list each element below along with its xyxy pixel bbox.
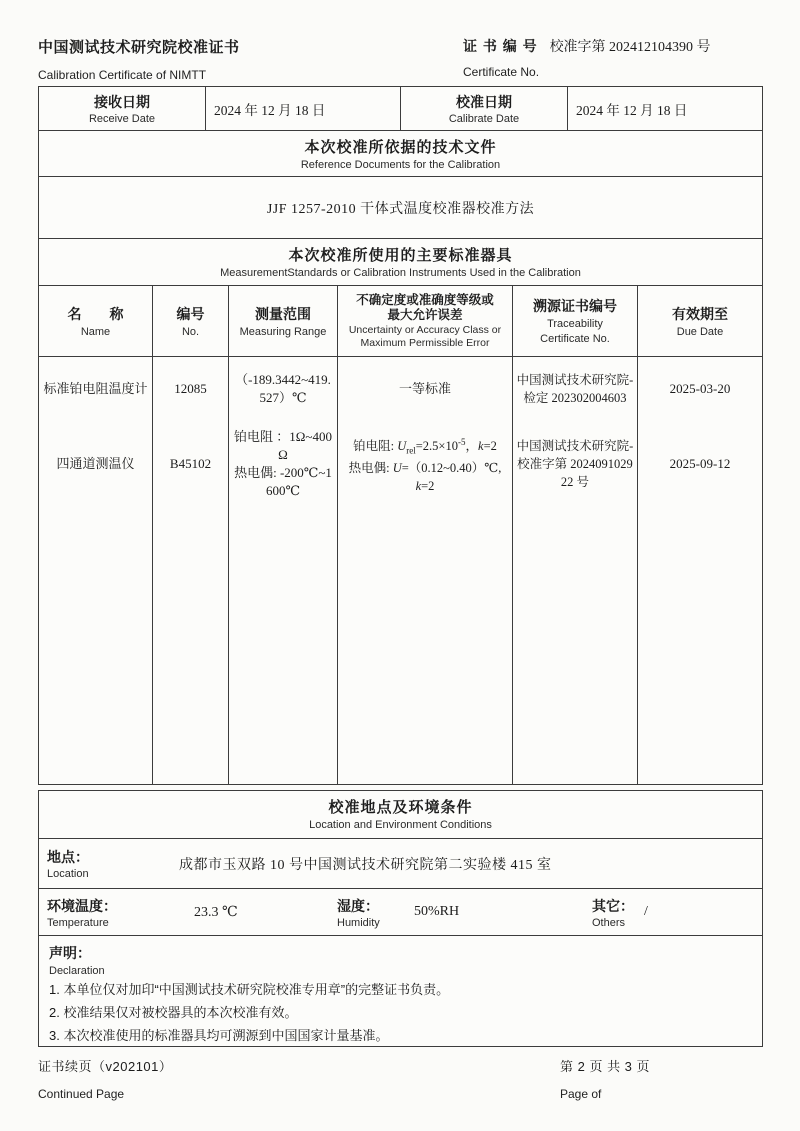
unc1-sub: rel <box>406 445 416 456</box>
row2-name-cell <box>39 421 152 507</box>
declaration-label-en: Declaration <box>49 965 105 977</box>
footer-left <box>38 1056 172 1101</box>
location-box <box>38 790 763 1047</box>
body-col-due <box>638 357 762 784</box>
dates-row <box>39 87 762 131</box>
body-col-uncertainty <box>338 357 513 784</box>
receive-date-label-cell <box>39 87 206 130</box>
row1-no-cell <box>153 357 228 421</box>
page-title-en: Calibration Certificate of NIMTT <box>38 68 207 82</box>
temperature-value: 23.3 ℃ <box>194 904 238 920</box>
standards-table-header <box>39 286 762 357</box>
page-number-cn: 第 2 页 共 3 页 <box>560 1059 651 1074</box>
others-label: 其它： <box>592 897 634 914</box>
row2-no: B45102 <box>169 456 212 471</box>
body-col-name <box>39 357 153 784</box>
col-due-en: Due Date <box>676 325 724 338</box>
declaration-section <box>39 936 762 1046</box>
page-title: 中国测试技术研究院校准证书 <box>38 39 240 56</box>
body-col-range <box>229 357 338 784</box>
continued-page-en: Continued Page <box>38 1087 125 1101</box>
unc2-pre: 热电偶: <box>348 461 393 476</box>
row2-traceability: 中国测试技术研究院-校准字第 202409102922 号 <box>516 439 634 489</box>
location-section-header <box>39 791 762 839</box>
unc1-pre: 铂电阻: <box>353 438 398 453</box>
calibrate-date-label: 校准日期 <box>456 94 512 110</box>
unc3-keq: =2 <box>421 479 435 494</box>
place-label-en: Location <box>47 868 89 880</box>
col-no-cn: 编号 <box>176 305 205 322</box>
row1-traceability: 中国测试技术研究院-检定 202302004603 <box>516 373 634 405</box>
row2-due-cell <box>638 421 762 507</box>
calibrate-date-label-en: Calibrate Date <box>448 113 520 125</box>
col-name-cn: 名 称 <box>67 305 124 322</box>
row2-uncertainty-line1 <box>353 433 497 460</box>
col-trace-en1: Traceability <box>547 318 603 330</box>
col-header-traceability <box>513 286 638 356</box>
col-header-name <box>39 286 153 356</box>
place-value: 成都市玉双路 10 号中国测试技术研究院第二实验楼 415 室 <box>179 857 552 873</box>
unc1-comma: ， <box>465 438 478 453</box>
row2-uncertainty-cell <box>338 421 512 507</box>
col-header-range <box>229 286 338 356</box>
temperature-label-block <box>39 896 194 929</box>
body-col-no <box>153 357 229 784</box>
place-row <box>39 839 762 889</box>
humidity-label-en: Humidity <box>337 916 380 929</box>
col-unc-cn2: 最大允许误差 <box>387 307 463 322</box>
col-header-no <box>153 286 229 356</box>
temperature-label: 环境温度： <box>47 897 117 914</box>
receive-date-label: 接收日期 <box>94 94 150 110</box>
row1-no: 12085 <box>174 381 207 396</box>
row1-uncertainty-cell <box>338 357 512 421</box>
unc1-var: U <box>397 438 407 453</box>
standards-title-en: MeasurementStandards or Calibration Instruments Used in the Calibration <box>220 267 581 279</box>
humidity-value: 50%RH <box>414 904 460 919</box>
col-name-en: Name <box>80 325 111 338</box>
calibrate-date-value-cell <box>568 87 762 130</box>
receive-date-value-cell <box>206 87 401 130</box>
declaration-item-3: 3. 本次校准使用的标准器具均可溯源到中国国家计量基准。 <box>49 1028 389 1043</box>
row1-range-cell <box>229 357 337 421</box>
others-label-block <box>584 896 644 929</box>
declaration-item-1: 1. 本单位仅对加印“中国测试技术研究院校准专用章”的完整证书负责。 <box>49 982 450 997</box>
place-label: 地点： <box>47 849 89 865</box>
standards-section-header <box>39 239 762 286</box>
receive-date-label-en: Receive Date <box>88 113 156 125</box>
row1-range: （-189.3442~419.527）℃ <box>235 372 331 405</box>
certificate-no-value: 校准字第 202412104390 号 <box>549 40 711 55</box>
reference-document: JJF 1257-2010 干体式温度校准器校准方法 <box>266 201 535 217</box>
row2-uncertainty-line2 <box>349 459 502 477</box>
col-header-uncertainty <box>338 286 513 356</box>
col-due-cn: 有效期至 <box>672 305 728 322</box>
declaration-label: 声明： <box>49 945 91 961</box>
row2-range-line2: 热电偶: -200℃~1600℃ <box>234 465 332 498</box>
row2-traceability-cell <box>513 421 637 507</box>
col-trace-cn: 溯源证书编号 <box>533 298 617 314</box>
certificate-no-label: 证 书 编 号 <box>463 38 538 54</box>
col-unc-en1: Uncertainty or Accuracy Class or <box>348 323 502 336</box>
humidity-label-block <box>329 896 414 929</box>
row2-uncertainty-line3 <box>416 477 435 495</box>
row1-due: 2025-03-20 <box>669 381 731 396</box>
certificate-no-block <box>463 36 763 82</box>
receive-date-value: 2024 年 12 月 18 日 <box>214 102 326 118</box>
footer-right <box>560 1056 650 1101</box>
unc1-sup: -5 <box>457 436 466 447</box>
declaration-item-2: 2. 校准结果仅对被校器具的本次校准有效。 <box>49 1005 298 1020</box>
unc1-keq: =2 <box>483 438 497 453</box>
row2-range-line1: 铂电阻 ：1Ω~400Ω <box>234 429 332 462</box>
col-range-cn: 测量范围 <box>255 305 311 322</box>
col-header-due <box>638 286 762 356</box>
row2-no-cell <box>153 421 228 507</box>
continued-page-cn: 证书续页（v202101） <box>38 1059 173 1074</box>
reference-title-en: Reference Documents for the Calibration <box>300 159 501 171</box>
certificate-no-line <box>463 36 763 56</box>
place-label-block <box>39 847 149 880</box>
row2-name: 四通道测温仪 <box>56 456 135 471</box>
reference-section-header <box>39 131 762 177</box>
certificate-no-label-en: Certificate No. <box>463 65 540 79</box>
row2-due: 2025-09-12 <box>669 456 731 471</box>
unc2-post: =（0.12~0.40）℃, <box>401 461 502 476</box>
unc3-k: k <box>415 479 422 494</box>
temperature-label-en: Temperature <box>47 916 109 929</box>
body-col-traceability <box>513 357 638 784</box>
row1-name: 标准铂电阻温度计 <box>43 381 148 396</box>
row1-uncertainty: 一等标准 <box>398 381 451 396</box>
reference-title-cn: 本次校准所依据的技术文件 <box>304 139 497 156</box>
location-title-en: Location and Environment Conditions <box>309 819 492 831</box>
humidity-label: 湿度： <box>337 897 379 914</box>
others-value: / <box>644 904 648 919</box>
page-number-en: Page of <box>560 1087 602 1101</box>
environment-row <box>39 889 762 936</box>
calibrate-date-value: 2024 年 12 月 18 日 <box>576 102 688 118</box>
row1-due-cell <box>638 357 762 421</box>
col-range-en: Measuring Range <box>239 325 327 338</box>
document-header <box>38 36 763 82</box>
standards-title-cn: 本次校准所使用的主要标准器具 <box>288 247 513 264</box>
col-unc-en2: Maximum Permissible Error <box>360 337 490 349</box>
title-block <box>38 36 240 82</box>
unc1-mid: =2.5×10 <box>415 438 458 453</box>
col-trace-en2: Certificate No. <box>540 333 610 345</box>
unc2-var: U <box>392 461 402 476</box>
standards-table-body <box>39 357 762 784</box>
unc1-k: k <box>478 438 484 453</box>
location-title-cn: 校准地点及环境条件 <box>328 799 473 816</box>
row1-traceability-cell <box>513 357 637 421</box>
main-table <box>38 86 763 785</box>
row1-name-cell <box>39 357 152 421</box>
col-no-en: No. <box>181 325 200 338</box>
reference-content <box>39 177 762 239</box>
col-unc-cn1: 不确定度或准确度等级或 <box>356 292 494 307</box>
others-label-en: Others <box>592 916 626 929</box>
row2-range-cell <box>229 421 337 507</box>
calibrate-date-label-cell <box>401 87 568 130</box>
